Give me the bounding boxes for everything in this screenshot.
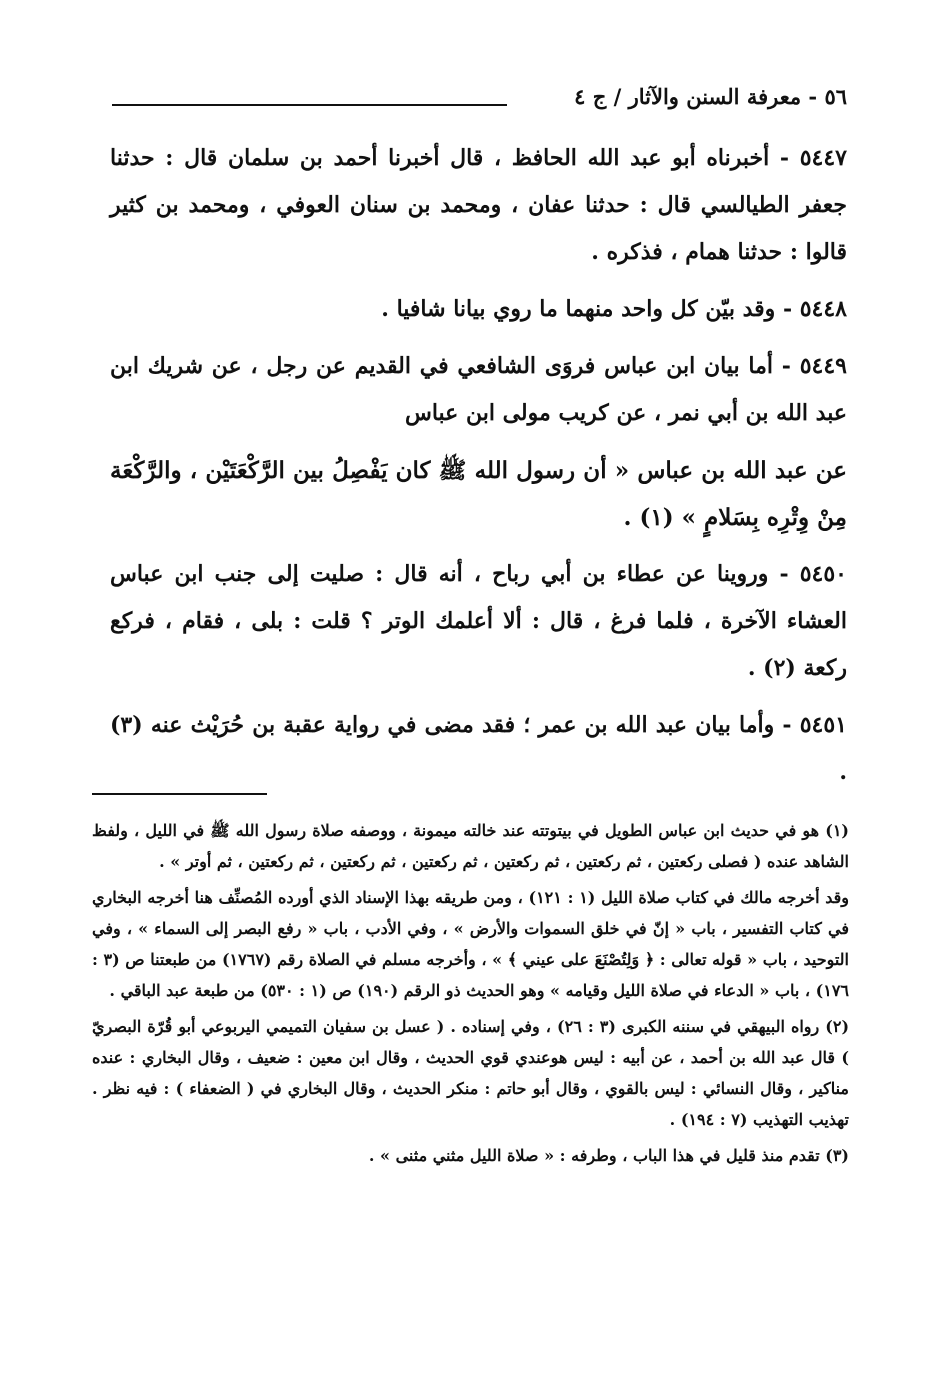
paragraph-5448: ٥٤٤٨ - وقد بيّن كل واحد منهما ما روي بيانا شافيا . <box>381 296 847 322</box>
footnote-1: (١) هو في حديث ابن عباس الطويل في بيتوتته عند خالته ميمونة ، ووصفه صلاة رسول الله ﷺ في الليل ، ولفظ الشاهد عنده ( فصلى ركعتين ، ثم ركعتين ، ثم ركعتين ، ثم ركعتين ، ثم ركعتين ، ثم ركعتين ، ثم أوتر » . <box>92 821 849 871</box>
paragraph-5451: ٥٤٥١ - وأما بيان عبد الله بن عمر ؛ فقد مضى في رواية عقبة بن حُرَيْث عنه (٣) . <box>110 712 847 785</box>
footnote-3: (٣) تقدم منذ قليل في هذا الباب ، وطرفه : « صلاة الليل مثني مثنى » . <box>368 1146 849 1165</box>
hadith-quote: عن عبد الله بن عباس « أن رسول الله ﷺ كان يَفْصِلُ بين الرَّكْعَتَيْن ، والرَّكْعَة مِنْ وِتْرِه بِسَلامٍ » (١) . <box>110 457 847 531</box>
running-title: ٥٦ - معرفة السنن والآثار / ج ٤ <box>574 84 847 109</box>
footnotes <box>92 815 849 1176</box>
main-text <box>110 135 847 806</box>
footnote-rule <box>92 793 267 795</box>
running-header <box>100 84 847 124</box>
footnote-2: (٢) رواه البيهقي في سننه الكبرى (٣ : ٢٦) ، وفي إسناده . ( عسل بن سفيان التميمي اليربوعي أبو قُرّة البصريّ ) قال عبد الله بن أحمد ، عن أبيه : ليس هوعندي قوي الحديث ، وقال ابن معين : ضعيف ، وقال البخاري : عنده مناكير ، وقال النسائي : ليس بالقوي ، وقال أبو حاتم : منكر الحديث ، وقال البخاري في ( الضعفاء ) : فيه نظر . تهذيب التهذيب (٧ : ١٩٤) . <box>92 1017 850 1129</box>
paragraph-5449: ٥٤٤٩ - أما بيان ابن عباس فروَى الشافعي في القديم عن رجل ، عن شريك ابن عبد الله بن أبي نمر ، عن كريب مولى ابن عباس <box>110 353 847 426</box>
paragraph-5450: ٥٤٥٠ - وروينا عن عطاء بن أبي رباح ، أنه قال : صليت إلى جنب ابن عباس العشاء الآخرة ، فلما فرغ ، قال : ألا أعلمك الوتر ؟ قلت : بلى ، فقام ، فركع ركعة (٢) . <box>110 561 847 681</box>
footnote-1-continued: وقد أخرجه مالك في كتاب صلاة الليل (١ : ١٢١) ، ومن طريقه بهذا الإسناد الذي أورده المُصنِّف هنا أخرجه البخاري في كتاب التفسير ، باب « إنّ في خلق السموات والأرض » ، وفي الأدب ، باب « رفع البصر إلى السماء » ، وفي التوحيد ، باب « قوله تعالى : ﴿ وَلِتُصْنَعَ على عيني ﴾ » ، وأخرجه مسلم في الصلاة رقم (١٧٦٧) من طبعتنا ص (٣ : ١٧٦) ، باب « الدعاء في صلاة الليل وقيامه » وهو الحديث ذو الرقم (١٩٠) ص (١ : ٥٣٠) من طبعة عبد الباقي . <box>92 888 850 1000</box>
header-rule <box>112 104 507 106</box>
paragraph-5447: ٥٤٤٧ - أخبرناه أبو عبد الله الحافظ ، قال أخبرنا أحمد بن سلمان قال : حدثنا جعفر الطيالسي قال : حدثنا عفان ، ومحمد بن سنان العوفي ، ومحمد بن كثير قالوا : حدثنا همام ، فذكره . <box>110 145 847 265</box>
